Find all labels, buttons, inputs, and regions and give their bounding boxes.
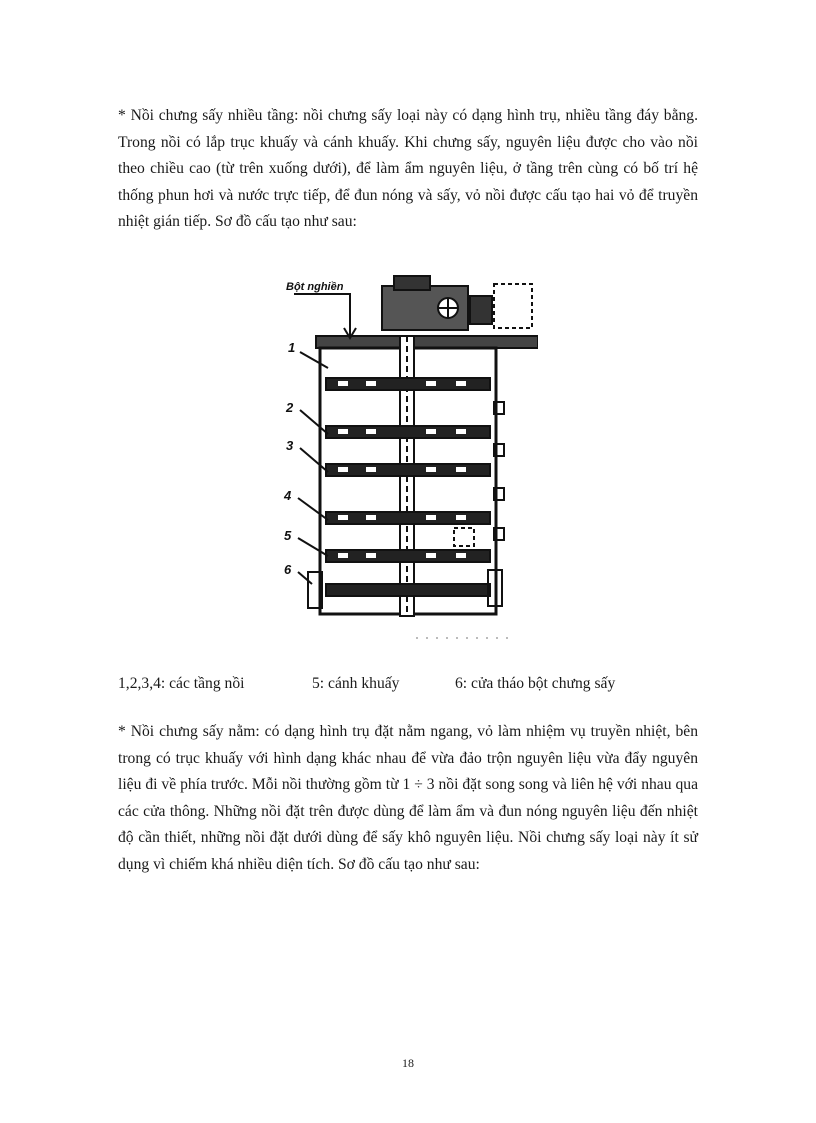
stirrer-blade-dashed xyxy=(454,528,474,546)
caption-discharge: 6: cửa tháo bột chưng sấy xyxy=(455,675,616,692)
paragraph-horizontal-cooker: * Nồi chưng sấy nằm: có dạng hình trụ đặt nằm ngang, vỏ làm nhiệm vụ truyền nhiệt, bên trong có trục khuấy với hình dạng khác nhau để vừa đảo trộn nguyên liệu vừa đẩy nguyên liệu đi về phía trước. Mỗi nồi thường gồm từ 1 ÷ 3 nồi đặt song song và liên hệ với nhau qua các cửa thông. Những nồi đặt trên được dùng để làm ẩm và đun nóng nguyên liệu đến nhiệt độ cần thiết, những nồi đặt dưới dùng để sấy khô nguyên liệu. Nồi chưng sấy loại này ít sử dụng vì chiếm khá nhiều diện tích. Sơ đồ cấu tạo như sau: xyxy=(118,723,698,873)
multi-tier-cooker-diagram xyxy=(276,266,538,646)
leader-4 xyxy=(298,498,328,520)
callout-4: 4 xyxy=(284,488,292,503)
tier-6-floor xyxy=(326,584,490,596)
leader-1 xyxy=(300,352,328,368)
leader-5 xyxy=(298,538,328,556)
motor xyxy=(470,296,492,324)
callout-2: 2 xyxy=(286,400,294,415)
caption-stirrer: 5: cánh khuấy xyxy=(312,675,400,692)
leader-6 xyxy=(298,572,312,584)
callout-6: 6 xyxy=(284,562,292,577)
caption-tiers: 1,2,3,4: các tầng nồi xyxy=(118,675,245,692)
callout-3: 3 xyxy=(286,438,294,453)
paragraph-multi-tier-cooker: * Nồi chưng sấy nhiều tầng: nồi chưng sấy loại này có dạng hình trụ, nhiều tầng đáy bằng. Trong nồi có lắp trục khuấy và cánh khuấy. Khi chưng sấy, nguyên liệu được cho vào nồi theo chiều cao (từ trên xuống dưới), để làm ẩm nguyên liệu, ở tầng trên cùng có bố trí hệ thống phun hơi và nước trực tiếp, để đun nóng và sấy, vỏ nồi được cấu tạo hai vỏ để truyền nhiệt gián tiếp. Sơ đồ cấu tạo như sau: xyxy=(118,107,698,230)
leader-2 xyxy=(300,410,328,434)
leader-3 xyxy=(300,448,328,472)
callout-5: 5 xyxy=(284,528,292,543)
inlet-label: Bột nghiền xyxy=(286,281,344,293)
page-number: 18 xyxy=(402,1056,414,1070)
gearbox-top xyxy=(394,276,430,290)
inlet-pipe xyxy=(294,294,350,336)
callout-1: 1 xyxy=(288,340,296,355)
motor-housing xyxy=(494,284,532,328)
